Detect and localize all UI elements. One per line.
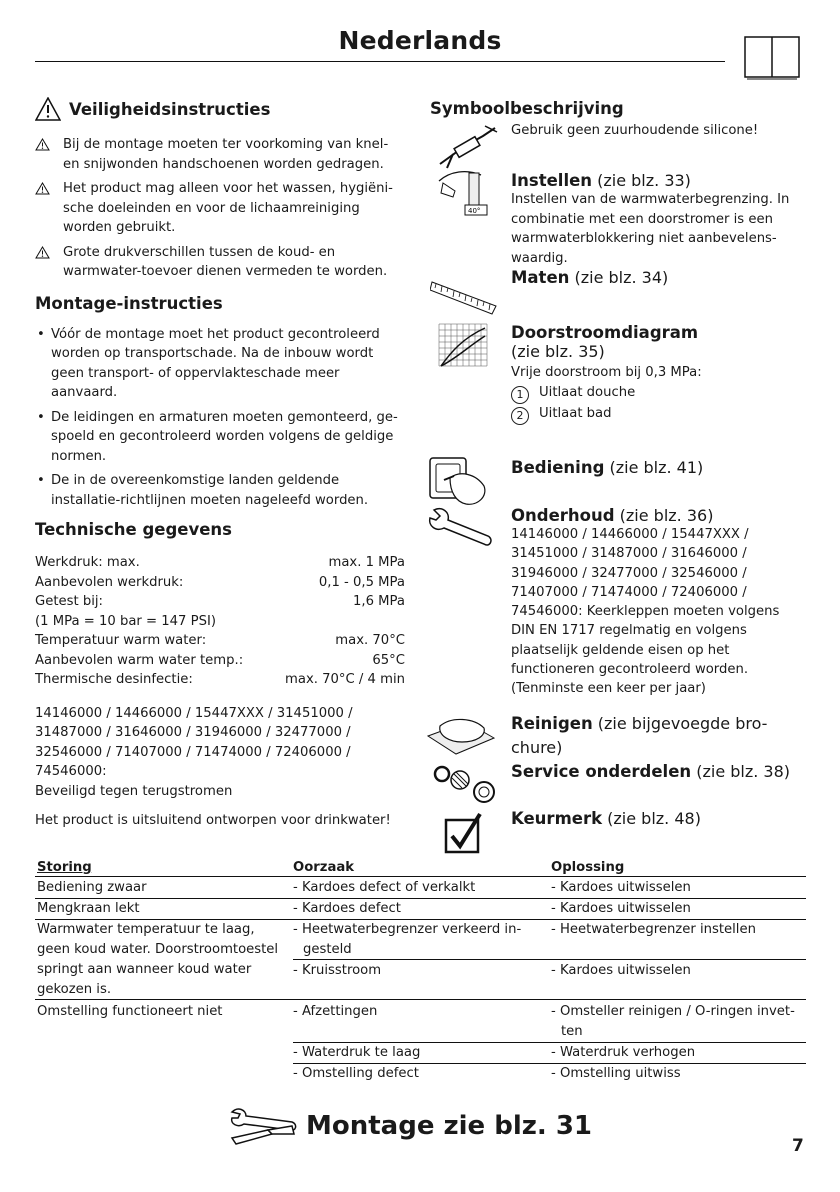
operation-hand-icon [428, 456, 490, 508]
table-header: Storing Oorzaak Oplossing [37, 860, 625, 875]
warning-icon [35, 97, 61, 121]
diagram-ref: (zie blz. 35) [511, 342, 605, 361]
bediening-ref: (zie blz. 41) [604, 458, 704, 477]
keurmerk-ref: (zie blz. 48) [602, 809, 701, 828]
table-row: Omstelling functioneert niet - Afzettingen - Omsteller reinigen / O-ringen invet-ten [37, 1004, 795, 1039]
table-row: Warmwater temperatuur te laag, geen koud water. Doorstroomtoestel springt aan wanneer koud water gekozen is. - Heetwaterbegrenzer verkeerd in-gesteld - Heetwaterbegrenzer instellen [37, 922, 756, 997]
temperature-adjust-icon [435, 167, 495, 219]
service-title: Service onderdelen [511, 762, 692, 781]
book-icon [744, 36, 800, 80]
reinigen-ref: (zie bijgevoegde bro-chure) [511, 714, 768, 757]
silicone-gun-icon [435, 124, 500, 169]
outlet-item: 2 Uitlaat bad [511, 404, 801, 425]
silicone-text: Gebruik geen zuurhoudende silicone! [511, 123, 759, 138]
checkmark-box-icon [444, 812, 484, 854]
flow-diagram-icon [437, 322, 489, 368]
table-row: - Waterdruk te laag - Waterdruk verhogen [293, 1045, 696, 1060]
onderhoud-ref: (zie blz. 36) [614, 506, 714, 525]
spec-row: Werkdruk: max. max. 1 MPa [35, 555, 405, 570]
montage-item: • De in de overeenkomstige landen geldende installatie-richtlijnen moeten nageleefd worden. [35, 471, 405, 510]
tech-specs [35, 553, 405, 690]
table-row: Bediening zwaar - Kardoes defect of verkalkt - Kardoes uitwisselen [37, 880, 691, 895]
drinking-water-text: Het product is uitsluitend ontworpen voor drinkwater! [35, 813, 391, 828]
instellen-ref: (zie blz. 33) [592, 171, 691, 190]
ruler-icon [430, 276, 498, 316]
warning-icon [35, 246, 50, 259]
spec-row: Aanbevolen warm water temp.: 65°C [35, 652, 405, 668]
page-title: Nederlands [338, 26, 502, 55]
service-parts-icon [432, 760, 498, 806]
title-rule [35, 61, 725, 62]
table-rule [35, 999, 806, 1000]
warning-icon [35, 138, 50, 151]
table-row: - Kruisstroom - Kardoes uitwisselen [293, 963, 691, 978]
onderhoud-text: 14146000 / 14466000 / 15447XXX / 31451000 / 31487000 / 31646000 / 31946000 / 32477000 / 32546000 / 71407000 / 71474000 / 72406000 / 74546000: Keerkleppen moeten volgens DIN EN 1717 regelmatig en volgens plaatselijk geldende eisen op het functioneren gecontroleerd worden. (Tenminste een keer per jaar) [511, 527, 780, 697]
diagram-title: Doorstroomdiagram [511, 323, 699, 342]
model-numbers: 14146000 / 14466000 / 15447XXX / 31451000 / 31487000 / 31646000 / 31946000 / 32477000 / 32546000 / 71407000 / 71474000 / 72406000 / 74546000: [35, 705, 353, 779]
safety-heading: Veiligheidsinstructies [69, 99, 271, 119]
spec-row: Temperatuur warm water: max. 70°C [35, 633, 405, 648]
warning-icon [35, 182, 50, 195]
backflow-text: Beveiligd tegen terugstromen [35, 783, 233, 799]
keurmerk-title: Keurmerk [511, 809, 603, 828]
spec-row: Aanbevolen werkdruk: 0,1 - 0,5 MPa [35, 574, 405, 590]
table-row: - Omstelling defect - Omstelling uitwiss [293, 1066, 681, 1081]
spec-row: Thermische desinfectie: max. 70°C / 4 min [35, 672, 405, 687]
table-rule [293, 959, 806, 960]
safety-item: Bij de montage moeten ter voorkoming van knel- en snijwonden handschoenen worden gedragen. [35, 135, 405, 174]
tools-icon [228, 1104, 298, 1148]
safety-item: Het product mag alleen voor het wassen, hygiënische doeleinden en voor de lichaamreiniging worden gebruikt. [35, 179, 405, 238]
spec-row: Getest bij: 1,6 MPa [35, 594, 405, 609]
symbols-heading: Symboolbeschrijving [430, 99, 624, 118]
instellen-title: Instellen [511, 171, 593, 190]
cleaning-cloth-icon [426, 714, 496, 756]
page-number: 7 [792, 1136, 804, 1156]
outlet-item: 1 Uitlaat douche [511, 383, 801, 404]
troubleshooting-table [35, 858, 806, 1081]
svg-text:40°: 40° [468, 207, 481, 215]
montage-reference: Montage zie blz. 31 [306, 1111, 593, 1141]
table-row: Mengkraan lekt - Kardoes defect - Kardoes uitwisselen [37, 901, 691, 916]
montage-heading: Montage-instructies [35, 293, 223, 313]
instellen-text: Instellen van de warmwaterbegrenzing. In combinatie met een doorstromer is een warmwaterblokkering niet aanbevelens-waardig. [511, 192, 790, 266]
reinigen-title: Reinigen [511, 714, 593, 733]
onderhoud-title: Onderhoud [511, 506, 615, 525]
spec-row: (1 MPa = 10 bar = 147 PSI) [35, 613, 216, 629]
maten-title: Maten [511, 268, 570, 288]
diagram-text: Vrije doorstroom bij 0,3 MPa: [511, 365, 702, 380]
service-ref: (zie blz. 38) [691, 762, 791, 781]
tech-heading: Technische gegevens [35, 520, 232, 539]
wrench-icon [428, 506, 494, 548]
montage-item: • Vóór de montage moet het product gecontroleerd worden op transportschade. Na de inbouw wordt geen transport- of oppervlakteschade meer aanvaard. [35, 325, 405, 403]
bediening-title: Bediening [511, 458, 605, 477]
table-rule [35, 876, 806, 877]
safety-item: Grote drukverschillen tussen de koud- en warmwater-toevoer dienen vermeden te worden. [35, 243, 405, 282]
maten-ref: (zie blz. 34) [569, 268, 669, 288]
montage-item: • De leidingen en armaturen moeten gemonteerd, ge-spoeld en gecontroleerd worden volgens de geldige normen. [35, 408, 405, 467]
